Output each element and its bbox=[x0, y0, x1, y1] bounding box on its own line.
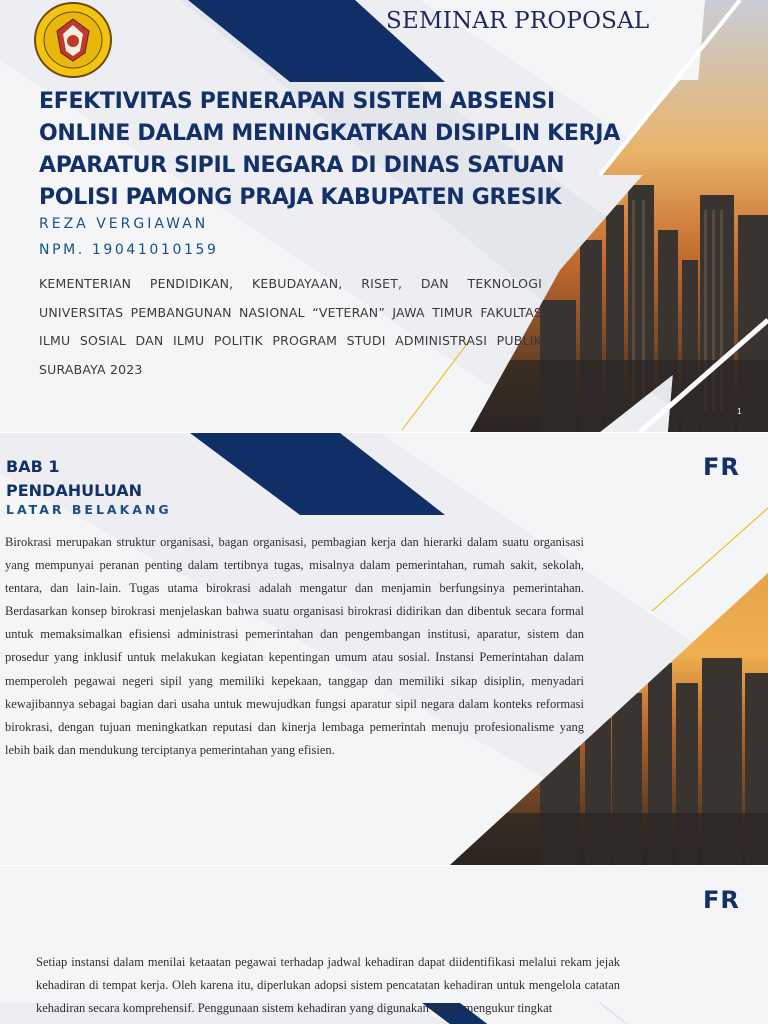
brand-mark: FR bbox=[703, 886, 740, 914]
chapter-number: BAB 1 bbox=[6, 457, 60, 476]
chapter-title: PENDAHULUAN bbox=[6, 481, 142, 500]
brand-mark: FR bbox=[703, 453, 740, 481]
student-id: NPM. 19041010159 bbox=[39, 242, 219, 258]
institution-text: KEMENTERIAN PENDIDIKAN, KEBUDAYAAN, RISET, DAN TEKNOLOGI UNIVERSITAS PEMBANGUNAN NASIONAL “VETERAN” JAWA TIMUR FAKULTAS ILMU SOSIAL DAN ILMU POLITIK PROGRAM STUDI ADMINISTRASI PUBLIK SURABAYA 2023 bbox=[39, 276, 542, 377]
university-seal-icon bbox=[33, 1, 113, 79]
thesis-title: EFEKTIVITAS PENERAPAN SISTEM ABSENSI ONLINE DALAM MENINGKATKAN DISIPLIN KERJA APARATUR SIPIL NEGARA DI DINAS SATUAN POLISI PAMONG PRAJA KABUPATEN GRESIK bbox=[39, 89, 620, 210]
content-slide bbox=[0, 866, 768, 1024]
page-number: 1 bbox=[737, 407, 742, 416]
section-heading: LATAR BELAKANG bbox=[6, 502, 172, 517]
author-name: REZA VERGIAWAN bbox=[39, 216, 209, 232]
title-slide bbox=[0, 0, 768, 432]
body-paragraph: Birokrasi merupakan struktur organisasi, bagan organisasi, pembagian kerja dan hierarki dalam suatu organisasi yang mempunyai peranan penting dalam tertibnya tugas, misalnya dalam pemerintahan, rumah sakit, sekolah, tentara, dan lain-lain. Tugas utama birokrasi adalah mengatur dan menjamin berfungsinya pemerintahan. Berdasarkan konsep birokrasi menjelaskan bahwa suatu organisasi birokrasi didirikan dan dibentuk secara formal untuk memaksimalkan efisiensi administrasi pemerintahan dan pengembangan institusi, aparatur, sistem dan prosedur yang inklusif untuk melakukan kegiatan kepentingan umum atau sosial. Instansi Pemerintahan dalam memperoleh pegawai negeri sipil yang memiliki kepekaan, tanggap dan memiliki sikap disiplin, menyadari kewajibannya sebagai bagian dari usaha untuk mewujudkan fungsi aparatur sipil negara dalam konteks reformasi birokrasi, dengan tujuan meningkatkan reputasi dan kinerja lembaga pemerintah menuju profesionalisme yang lebih baik dan mendukung terciptanya pemerintahan yang efisien. bbox=[5, 535, 584, 757]
body-paragraph: Setiap instansi dalam menilai ketaatan pegawai terhadap jadwal kehadiran dapat diidentifikasi melalui rekam jejak kehadiran di tempat kerja. Oleh karena itu, diperlukan adopsi sistem pencatatan kehadiran untuk mengelola catatan kehadiran secara komprehensif. Penggunaan sistem kehadiran yang digunakan untuk mengukur tingkat bbox=[36, 955, 620, 1015]
seminar-heading: SEMINAR PROPOSAL bbox=[386, 8, 650, 34]
chapter-heading bbox=[6, 455, 142, 503]
chapter-slide bbox=[0, 433, 768, 865]
